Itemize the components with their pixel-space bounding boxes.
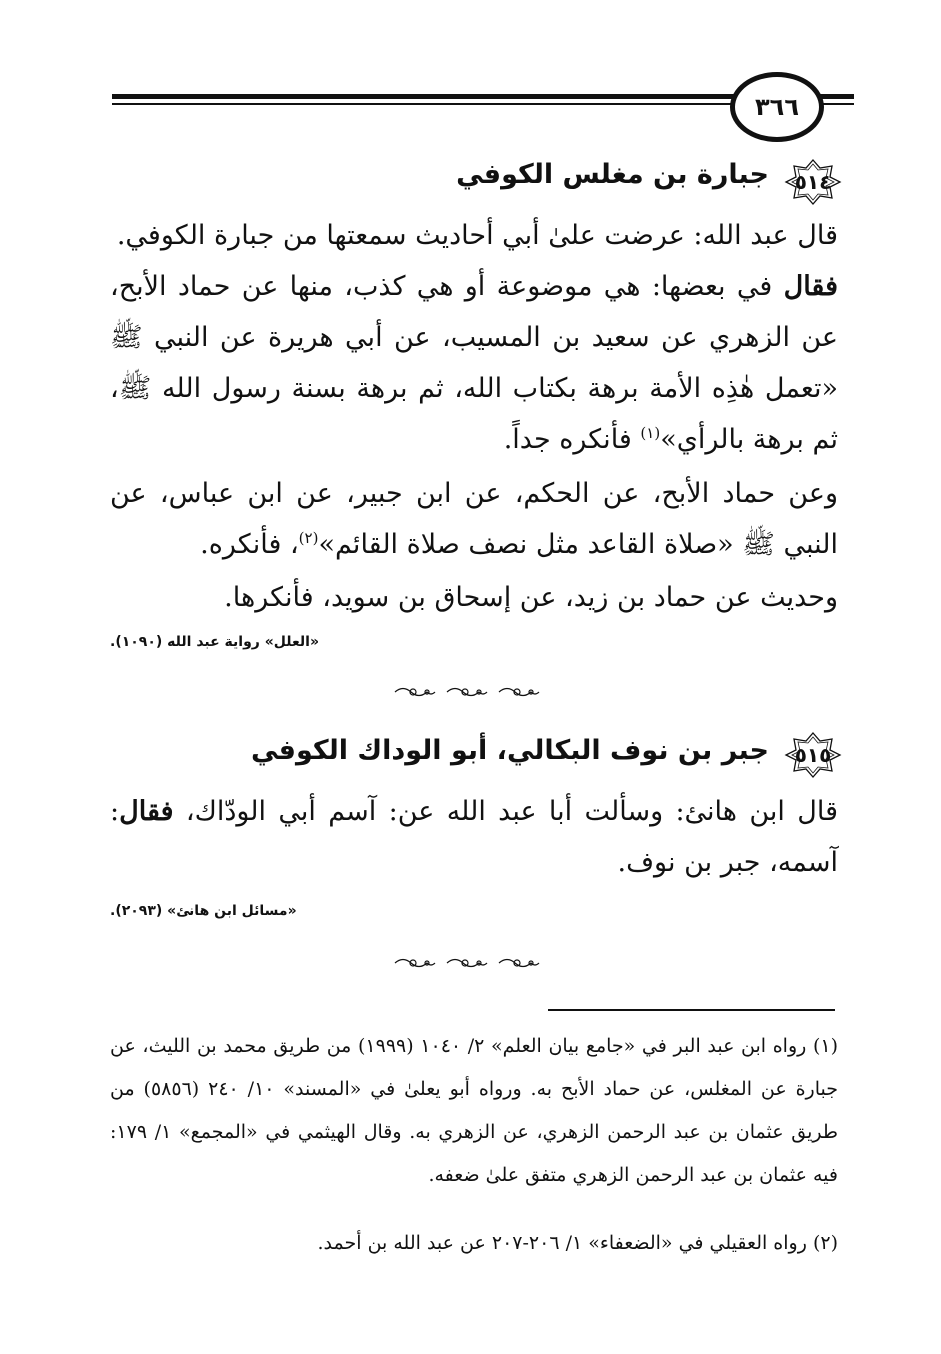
entry-source: «مسائل ابن هانئ» (٢٠٩٣). [110, 903, 297, 919]
entry-number: ٥١٤ [794, 170, 832, 194]
entry-number: ٥١٥ [794, 743, 832, 767]
entry-number-badge [784, 158, 842, 206]
entry-paragraph [110, 572, 838, 623]
footnote [110, 1222, 838, 1265]
entry-title: جبر بن نوف البكالي، أبو الوداك الكوفي [250, 735, 769, 766]
paragraph-text: قال عبد الله: عرضت علىٰ أبي أحاديث سمعتها من جبارة الكوفي. [116, 220, 838, 251]
entry-paragraph [110, 786, 838, 888]
paragraph-bold-tail: فقال [119, 796, 174, 827]
entry-paragraph [110, 261, 838, 465]
entry-paragraph [110, 210, 838, 261]
footnote-text: رواه العقيلي في «الضعفاء» ١/ ٢٠٦-٢٠٧ عن عبد الله بن أحمد. [317, 1232, 807, 1254]
entry-number-badge [784, 731, 842, 779]
footnote-marker: (١) [812, 1035, 839, 1057]
paragraph-text: قال ابن هانئ: وسألت أبا عبد الله عن: آسم أبي الودّاك، [173, 796, 838, 827]
page-number: ٣٦٦ [730, 72, 824, 142]
paragraph-text: وحديث عن حماد بن زيد، عن إسحاق بن سويد، فأنكرها. [224, 582, 838, 613]
footnote-marker: (٢) [812, 1232, 838, 1254]
footnote-text: رواه ابن عبد البر في «جامع بيان العلم» ٢/ ١٠٤٠ (١٩٩٩) من طريق محمد بن الليث، عن جبارة عن المغلس، عن حماد الأبح به. ورواه أبو يعلىٰ في «المسند» ١٠/ ٢٤٠ (٥٨٥٦) من طريق عثمان بن عبد الرحمن الزهري، عن الزهري به. وقال الهيثمي في «المجمع» ١/ ١٧٩: فيه عثمان بن عبد الرحمن الزهري متفق علىٰ ضعفه. [110, 1035, 838, 1186]
paragraph-tail: ، فأنكره. [200, 529, 299, 560]
entry-title: جبارة بن مغلس الكوفي [456, 159, 769, 190]
paragraph-text: في بعضها: هي موضوعة أو هي كذب، منها عن حماد الأبح، عن الزهري عن سعيد بن المسيب، عن أبي هريرة عن النبي ﷺ «تعمل هٰذِه الأمة برهة بكتاب الله، ثم برهة بسنة رسول الله ﷺ، ثم برهة بالرأي» [110, 271, 838, 455]
paragraph-text: وعن حماد الأبح، عن الحكم، عن ابن جبير، عن ابن عباس، عن النبي ﷺ «صلاة القاعد مثل نصف صلاة القائم» [110, 478, 838, 560]
footnote [110, 1025, 838, 1197]
section-divider-ornament-icon [385, 684, 555, 700]
section-divider-ornament-icon [385, 955, 555, 971]
entry-source: «العلل» رواية عبد الله (١٠٩٠). [110, 634, 319, 650]
paragraph-tail: : آسمه، جبر بن نوف. [110, 796, 838, 878]
paragraph-bold-lead: فقال [783, 271, 838, 302]
paragraph-tail: فأنكره جداً. [503, 424, 641, 455]
footnote-separator [548, 1009, 835, 1011]
entry-paragraph [110, 468, 838, 570]
footnote-reference[interactable]: (٢) [298, 529, 319, 547]
footnote-reference[interactable]: (١) [640, 424, 661, 442]
